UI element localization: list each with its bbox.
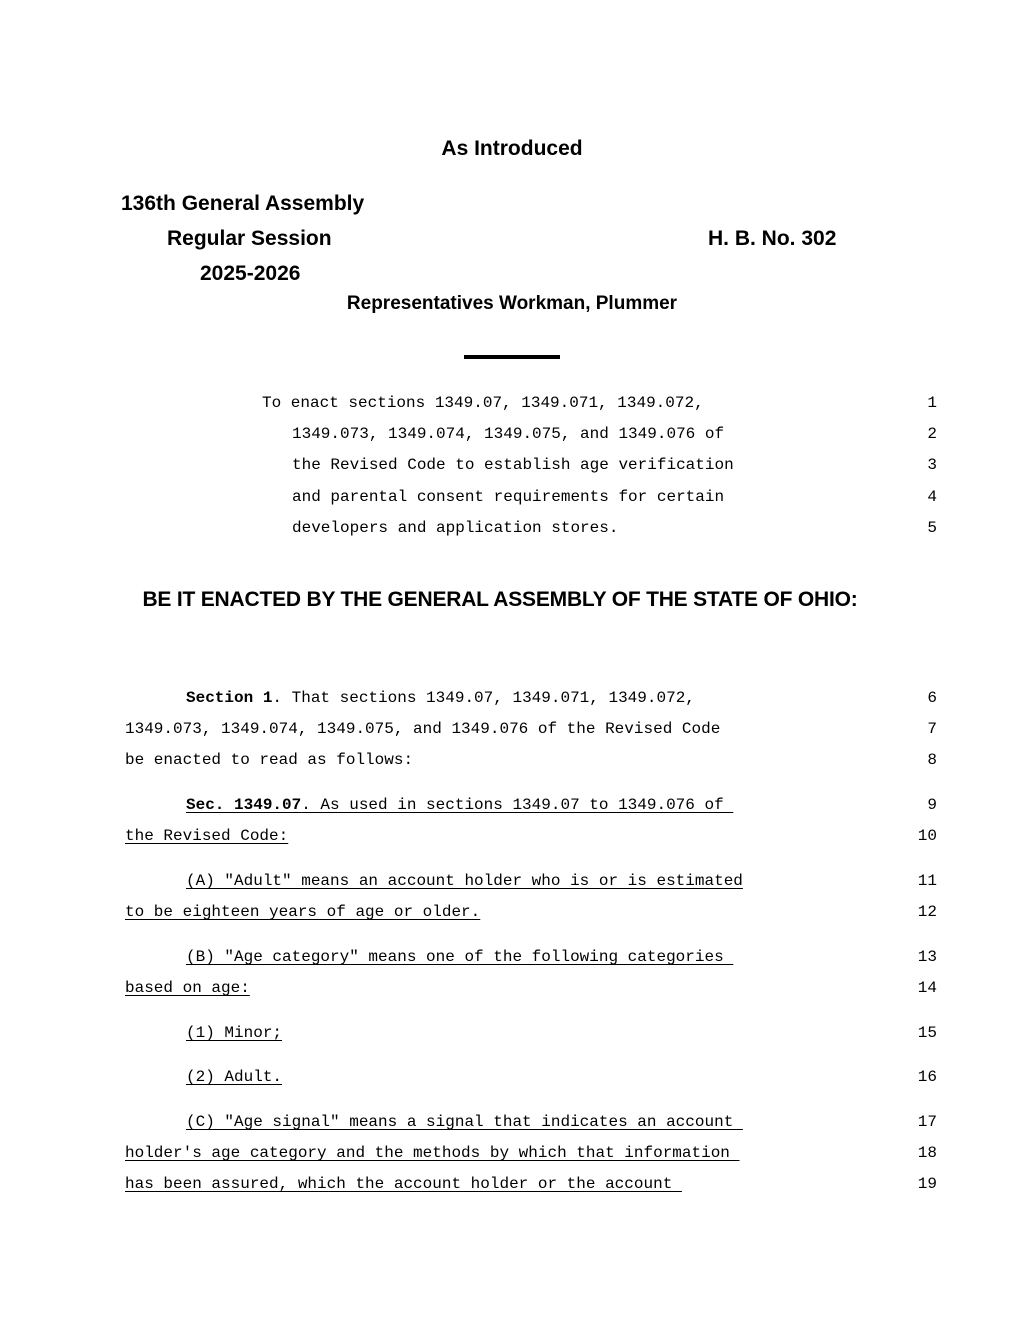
sec-1349-07-line: Sec. 1349.07. As used in sections 1349.07 to 1349.076 of [186, 796, 734, 814]
enacting-clause: BE IT ENACTED BY THE GENERAL ASSEMBLY OF THE STATE OF OHIO: [142, 588, 858, 611]
line-number: 3 [927, 456, 937, 474]
sec-1349-07-label: Sec. 1349.07 [186, 796, 302, 814]
line-number: 15 [917, 1024, 937, 1042]
sec-1349-07-line: the Revised Code: [125, 827, 289, 845]
section-1-label: Section 1 [186, 689, 273, 707]
section-1-line: Section 1. That sections 1349.07, 1349.071, 1349.072, [186, 689, 695, 707]
session-years: 2025-2026 [200, 262, 301, 285]
line-number: 19 [917, 1175, 937, 1193]
line-number: 8 [927, 751, 937, 769]
line-number: 6 [927, 689, 937, 707]
title-line: and parental consent requirements for certain [292, 488, 725, 506]
para-b-line: based on age: [125, 979, 250, 997]
line-number: 1 [927, 394, 937, 412]
line-number: 17 [917, 1113, 937, 1131]
line-number: 5 [927, 519, 937, 537]
line-number: 18 [917, 1144, 937, 1162]
para-c-line: (C) "Age signal" means a signal that indicates an account [186, 1113, 743, 1131]
line-number: 7 [927, 720, 937, 738]
sponsors: Representatives Workman, Plummer [346, 293, 678, 314]
title-line: developers and application stores. [292, 519, 619, 537]
section-1-line: be enacted to read as follows: [125, 751, 414, 769]
line-number: 9 [927, 796, 937, 814]
header-divider [464, 355, 560, 359]
para-b1-line: (1) Minor; [186, 1024, 283, 1042]
bill-number: H. B. No. 302 [708, 227, 837, 250]
line-number: 4 [927, 488, 937, 506]
section-1-line: 1349.073, 1349.074, 1349.075, and 1349.076 of the Revised Code [125, 720, 721, 738]
line-number: 16 [917, 1068, 937, 1086]
bill-status: As Introduced [441, 137, 583, 160]
line-number: 11 [917, 872, 937, 890]
session-label: Regular Session [167, 227, 332, 250]
line-number: 12 [917, 903, 937, 921]
title-line: To enact sections 1349.07, 1349.071, 1349.072, [262, 394, 704, 412]
title-line: 1349.073, 1349.074, 1349.075, and 1349.076 of [292, 425, 725, 443]
para-c-line: has been assured, which the account holder or the account [125, 1175, 682, 1193]
para-c-line: holder's age category and the methods by which that information [125, 1144, 740, 1162]
title-line: the Revised Code to establish age verification [292, 456, 734, 474]
line-number: 13 [917, 948, 937, 966]
para-b-line: (B) "Age category" means one of the following categories [186, 948, 734, 966]
line-number: 10 [917, 827, 937, 845]
line-number: 14 [917, 979, 937, 997]
para-b2-line: (2) Adult. [186, 1068, 283, 1086]
line-number: 2 [927, 425, 937, 443]
para-a-line: (A) "Adult" means an account holder who is or is estimated [186, 872, 743, 890]
para-a-line: to be eighteen years of age or older. [125, 903, 481, 921]
general-assembly: 136th General Assembly [121, 192, 365, 215]
